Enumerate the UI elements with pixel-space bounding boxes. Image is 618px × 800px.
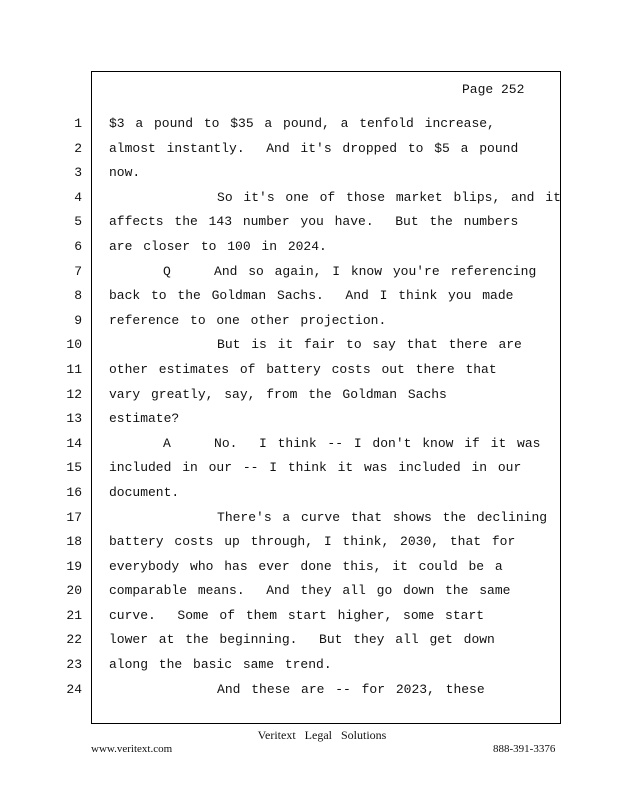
footer-phone-number: 888-391-3376: [493, 743, 556, 755]
transcript-line: So it's one of those market blips, and it: [109, 189, 561, 205]
transcript-line: estimate?: [109, 411, 180, 427]
line-number: 6: [74, 238, 82, 254]
line-number: 7: [74, 263, 82, 279]
line-number: 2: [74, 140, 82, 156]
transcript-line: now.: [109, 165, 141, 181]
line-number: 12: [66, 386, 82, 402]
transcript-line: along the basic same trend.: [109, 657, 332, 673]
transcript-line: And these are -- for 2023, these: [109, 681, 485, 697]
transcript-line: curve. Some of them start higher, some start: [109, 607, 485, 623]
line-number: 5: [74, 214, 82, 230]
line-number-column: [60, 112, 82, 702]
footer-company-name: Veritext Legal Solutions: [257, 728, 387, 742]
transcript-line: But is it fair to say that there are: [109, 337, 522, 353]
line-number: 11: [66, 361, 82, 377]
transcript-line: There's a curve that shows the declining: [109, 509, 548, 525]
line-number: 14: [66, 435, 82, 451]
footer-website: www.veritext.com: [91, 743, 173, 755]
transcript-line: battery costs up through, I think, 2030, that for: [109, 534, 516, 550]
transcript-line: $3 a pound to $35 a pound, a tenfold increase,: [109, 116, 495, 131]
line-number: 19: [66, 558, 82, 574]
transcript-line: A No. I think -- I don't know if it was: [109, 435, 541, 451]
line-number: 23: [66, 657, 82, 673]
line-number: 22: [66, 632, 82, 648]
line-number: 16: [66, 484, 82, 500]
line-number: 3: [74, 165, 82, 181]
transcript-line: back to the Goldman Sachs. And I think you made: [109, 288, 514, 304]
transcript-line: reference to one other projection.: [109, 312, 387, 328]
line-number: 10: [66, 337, 82, 353]
transcript-line: are closer to 100 in 2024.: [109, 238, 327, 254]
line-number: 24: [66, 681, 82, 697]
transcript-line: almost instantly. And it's dropped to $5 a pound: [109, 140, 519, 156]
line-number: 8: [74, 288, 82, 304]
line-number: 1: [74, 116, 82, 131]
line-number: 13: [66, 411, 82, 427]
line-number: 17: [66, 509, 82, 525]
transcript-line: lower at the beginning. But they all get down: [109, 632, 495, 648]
transcript-line: affects the 143 number you have. But the numbers: [109, 214, 519, 230]
line-number: 21: [66, 607, 82, 623]
transcript-line: Q And so again, I know you're referencing: [109, 263, 537, 279]
line-number: 4: [74, 189, 82, 205]
line-number: 18: [66, 534, 82, 550]
line-number: 20: [66, 583, 82, 599]
line-number: 15: [66, 460, 82, 476]
transcript-line: everybody who has ever done this, it could be a: [109, 558, 503, 574]
line-number: 9: [74, 312, 82, 328]
transcript-line: included in our -- I think it was included in our: [109, 460, 522, 476]
transcript-line: comparable means. And they all go down the same: [109, 583, 511, 599]
transcript-line: document.: [109, 484, 180, 500]
page-number: Page 252: [462, 82, 525, 97]
transcript-line: other estimates of battery costs out there that: [109, 361, 497, 377]
transcript-body: [109, 112, 561, 702]
transcript-line: vary greatly, say, from the Goldman Sachs: [109, 386, 447, 402]
